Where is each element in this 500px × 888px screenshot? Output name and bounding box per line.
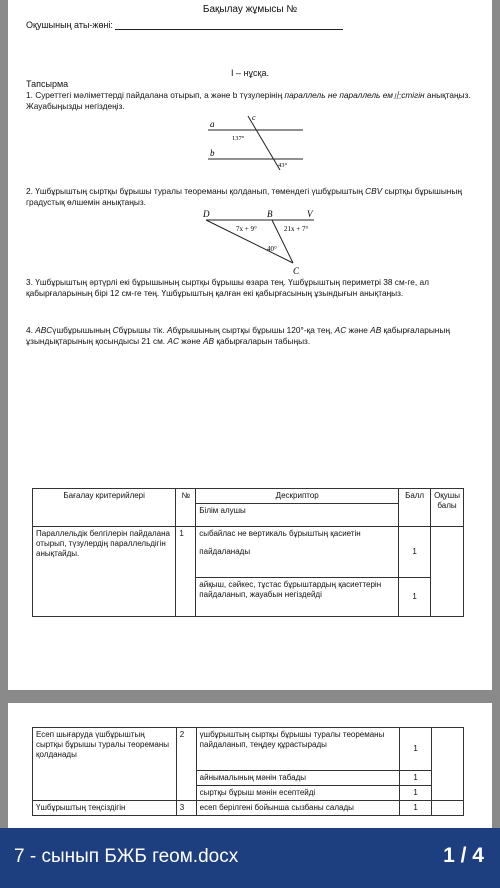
label-c: c xyxy=(252,113,256,122)
point-b-label: B xyxy=(267,209,273,219)
criteria-cell-3: Үшбұрыштың теңсіздігін xyxy=(33,801,177,816)
point-v-label: V xyxy=(307,209,313,219)
expr-1-label: 7x + 9° xyxy=(236,225,257,233)
assessment-table-continued xyxy=(32,727,464,816)
student-score-cell-1 xyxy=(431,527,464,617)
header-sub: Білім алушы xyxy=(196,504,399,527)
task-4-text: 4. ABCүшбұрышының Cбұрышы тік. Aбұрышының сыртқы бұрышы 120°-қа тең, AC және AB қабырғаларының ұзындықтарының қосындысы 21 см. AC және AB қабырғаларын табыңыз. xyxy=(26,325,450,346)
header-criteria: Бағалау критерийлері xyxy=(33,489,176,527)
document-page-2 xyxy=(8,703,492,828)
number-cell-1: 1 xyxy=(176,527,196,617)
number-cell-2: 2 xyxy=(176,728,196,801)
angle-a-label: 137° xyxy=(232,135,245,142)
criteria-cell-2: Есеп шығаруда үшбұрыштың сыртқы бұрышы туралы теореманы қолданады xyxy=(33,728,177,801)
student-name-blank xyxy=(115,20,343,30)
score-cell-1a: 1 xyxy=(399,527,431,578)
score-cell-1b: 1 xyxy=(399,578,431,617)
angle-c-label: 40° xyxy=(267,245,277,253)
header-number: № xyxy=(176,489,196,527)
transversal-c xyxy=(248,116,280,170)
descriptor-cell-2c: сыртқы бұрыш мәнін есептейді xyxy=(196,786,399,801)
student-name-label: Оқушының аты-жөні: xyxy=(26,20,113,30)
student-score-cell-3 xyxy=(432,801,464,816)
label-b: b xyxy=(210,148,215,158)
descriptor-cell-2b: айнымалының мәнін табады xyxy=(196,771,399,786)
criteria-cell-1: Параллельдік белгілерін пайдалана отырып, түзулердің параллельдігін анықтайды. xyxy=(33,527,176,617)
viewer-footer-bar xyxy=(0,828,500,888)
task-2-figure xyxy=(196,208,326,276)
document-page-1 xyxy=(8,0,492,690)
score-cell-2a: 1 xyxy=(400,728,432,771)
angle-b-label: 43° xyxy=(278,162,288,169)
variant-label: I – нұсқа. xyxy=(231,68,269,78)
score-cell-2c: 1 xyxy=(400,786,432,801)
label-a: a xyxy=(210,119,215,129)
number-cell-3: 3 xyxy=(176,801,196,816)
header-score: Балл xyxy=(399,489,431,527)
page-counter[interactable]: 1 / 4 xyxy=(443,844,484,867)
student-name-line xyxy=(26,20,343,30)
descriptor-cell-1b: айқыш, сәйкес, тұстас бұрыштардың қасиеттерін пайдаланып, жауабын негіздейді xyxy=(196,578,399,617)
score-cell-2b: 1 xyxy=(400,771,432,786)
student-score-cell-2 xyxy=(432,728,464,801)
descriptor-cell-3: есеп берілгені бойынша сызбаны салады xyxy=(196,801,399,816)
file-name: 7 - сынып БЖБ геом.docx xyxy=(14,846,239,867)
tasks-heading: Тапсырма xyxy=(26,79,69,89)
descriptor-cell-2a: үшбұрыштың сыртқы бұрышы туралы теореманы пайдаланып, теңдеу құрастырады xyxy=(196,728,399,771)
point-c-label: C xyxy=(293,266,300,276)
point-d-label: D xyxy=(203,209,210,219)
document-title: Бақылау жұмысы № xyxy=(202,4,298,15)
header-student-score: Оқушы балы xyxy=(431,489,464,527)
assessment-table xyxy=(32,488,464,617)
task-3-text: 3. Үшбұрыштың әртүрлі екі бұрышының сыртқы бұрышы өзара тең. Үшбұрыштың периметрі 38 см-ге, ал қабырғаларының бірі 12 см-ге тең. Үшбұрыштың қалған екі қабырғасының ұзындығын анықтаңыз. xyxy=(26,277,429,298)
header-descriptor: Дескриптор xyxy=(196,489,399,504)
task-2-text: 2. Үшбұрыштың сыртқы бұрышы туралы теореманы қолданып, төмендегі үшбұрыштың CBV сыртқы бұрышының градустық өлшемін анықтаңыз. xyxy=(26,186,462,207)
expr-2-label: 21x + 7° xyxy=(284,225,309,233)
task-1-figure xyxy=(198,112,318,172)
score-cell-3: 1 xyxy=(400,801,432,816)
task-1-text: 1. Суреттегі мәліметтерді пайдалана отырып, a және b түзулерінің параллель не параллель ем止стігін анықтаңыз. Жауабыңызды негіздеңіз. xyxy=(26,90,471,111)
descriptor-cell-1a: сыбайлас не вертикаль бұрыштың қасиетін пайдаланады xyxy=(196,527,399,578)
